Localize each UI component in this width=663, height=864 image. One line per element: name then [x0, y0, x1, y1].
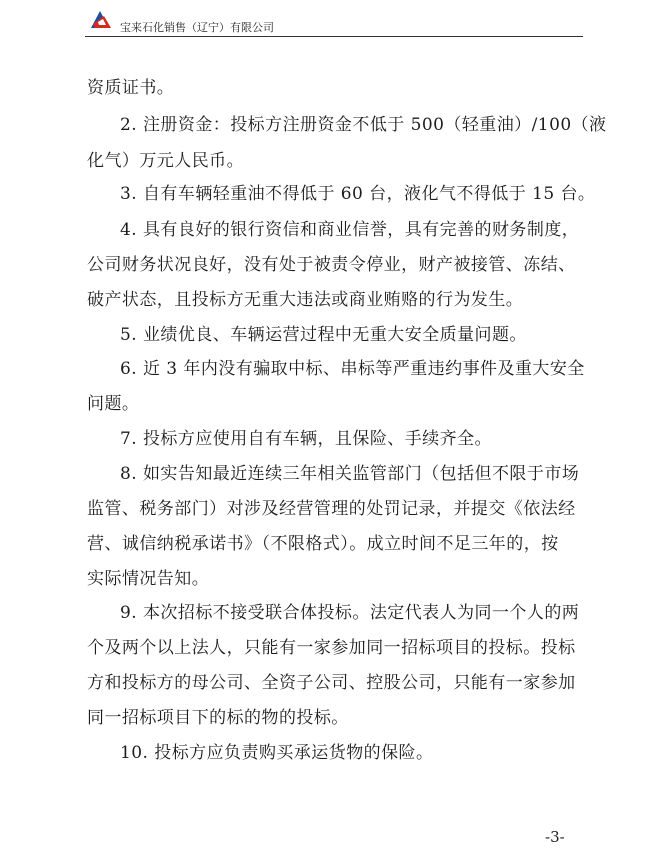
body-text-line: 8. 如实告知最近连续三年相关监管部门（包括但不限于市场: [120, 464, 580, 484]
body-text-line: 监管、税务部门）对涉及经营管理的处罚记录，并提交《依法经: [87, 499, 576, 519]
body-text-line: 化气）万元人民币。: [87, 151, 245, 171]
body-text-line: 资质证书。: [87, 78, 175, 98]
company-name: 宝来石化销售（辽宁）有限公司: [120, 21, 274, 34]
body-text-line: 4. 具有良好的银行资信和商业信誉，具有完善的财务制度，: [120, 220, 580, 240]
body-text-line: 7. 投标方应使用自有车辆，且保险、手续齐全。: [120, 429, 492, 449]
body-text-line: 6. 近 3 年内没有骗取中标、串标等严重违约事件及重大安全: [120, 359, 585, 379]
body-text-line: 3. 自有车辆轻重油不得低于 60 台，液化气不得低于 15 台。: [120, 184, 596, 204]
body-text-line: 2. 注册资金：投标方注册资金不低于 500（轻重油）/100（液: [120, 115, 607, 135]
body-text-line: 实际情况告知。: [87, 569, 210, 589]
body-text-line: 破产状态，且投标方无重大违法或商业贿赂的行为发生。: [87, 290, 524, 310]
page-header: [0, 0, 663, 42]
body-text-line: 5. 业绩优良、车辆运营过程中无重大安全质量问题。: [120, 325, 527, 345]
body-text-line: 10. 投标方应负责购买承运货物的保险。: [120, 743, 434, 763]
page-number: -3-: [545, 828, 565, 846]
company-logo-icon: [87, 8, 113, 30]
body-text-line: 营、诚信纳税承诺书》（不限格式）。成立时间不足三年的，按: [87, 534, 559, 554]
body-text-line: 个及两个以上法人，只能有一家参加同一招标项目的投标。投标: [87, 638, 576, 658]
body-text-line: 同一招标项目下的标的物的投标。: [87, 708, 349, 728]
header-divider: [85, 36, 583, 37]
body-text-line: 9. 本次招标不接受联合体投标。法定代表人为同一个人的两: [120, 603, 580, 623]
body-text-line: 方和投标方的母公司、全资子公司、控股公司，只能有一家参加: [87, 673, 576, 693]
body-text-line: 公司财务状况良好，没有处于被责令停业，财产被接管、冻结、: [87, 255, 576, 275]
body-text-line: 问题。: [87, 394, 140, 414]
